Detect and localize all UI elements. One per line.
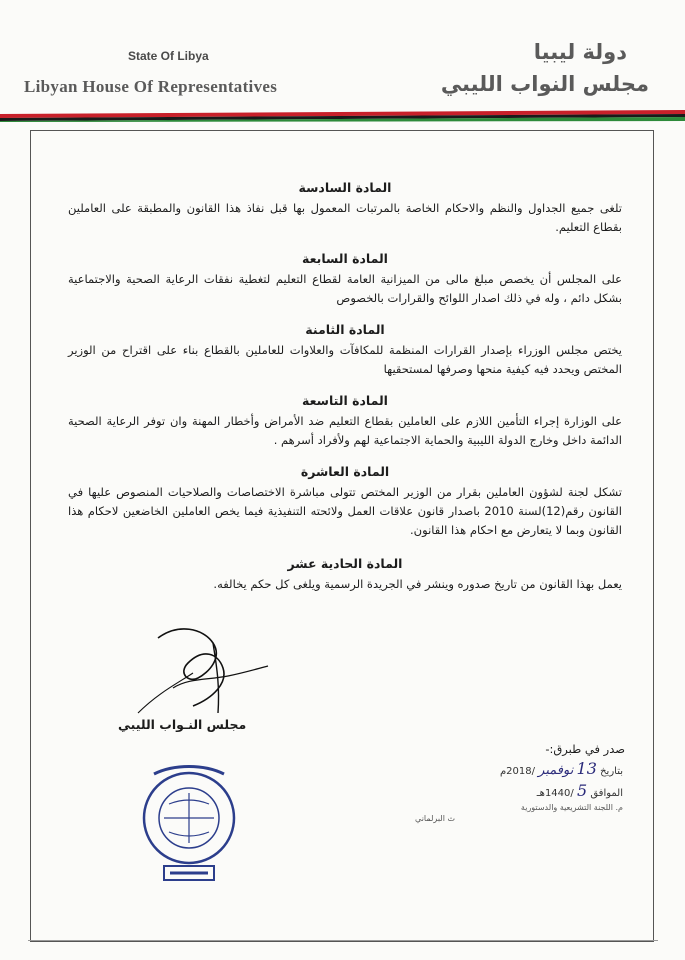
- header-house-ar: مجلس النواب الليبي: [440, 72, 649, 96]
- article-10: [68, 464, 622, 540]
- date-hijri-printed: /1440هـ: [536, 788, 574, 799]
- article-title: المادة السابعة: [302, 251, 388, 266]
- committee-note: م. اللجنة التشريعية والدستورية: [520, 803, 623, 812]
- article-title: المادة العاشرة: [300, 464, 390, 479]
- committee-note-2: ث البرلماني: [415, 814, 455, 823]
- handwritten-signature: [118, 618, 278, 718]
- article-body: تلغى جميع الجداول والنظم والاحكام الخاصة بالمرتبات المعمول بها قبل نفاذ هذا القانون والمطبقة على العاملين بقطاع التعليم.: [68, 201, 622, 234]
- article-body: يعمل بهذا القانون من تاريخ صدوره وينشر في الجريدة الرسمية ويلغى كل حكم يخالفه.: [213, 577, 622, 591]
- article-6: [68, 180, 622, 237]
- header-house-en: Libyan House Of Representatives: [24, 77, 278, 96]
- flag-stripe: [0, 110, 685, 122]
- article-11: [68, 556, 622, 594]
- date-label: بتاريخ: [600, 766, 623, 777]
- date-hijri-row: [537, 781, 623, 800]
- date-year-printed: /2018م: [499, 766, 535, 777]
- date-gregorian-row: [500, 759, 623, 778]
- header-state-en: State Of Libya: [128, 49, 209, 63]
- article-title: المادة الثامنة: [305, 322, 385, 337]
- article-body: على الوزارة إجراء التأمين اللازم على العاملين بقطاع التعليم ضد الأمراض وأخطار المهنة وان توفر الرعاية الصحية الدائمة داخل وخارج الدولة الليبية والحماية الاجتماعية لهم ولأفراد أسرهم .: [68, 414, 622, 447]
- article-7: [68, 251, 622, 308]
- article-8: [68, 322, 622, 379]
- date-month-handwritten: نوفمبر: [538, 763, 574, 778]
- article-title: المادة الحادية عشر: [287, 556, 403, 571]
- official-stamp: [124, 756, 254, 891]
- council-signature-label: مجلس النـواب الليبي: [118, 717, 247, 732]
- article-title: المادة السادسة: [298, 180, 392, 195]
- date-hijri-handwritten: 5: [576, 781, 588, 800]
- article-9: [68, 393, 622, 450]
- article-body: على المجلس أن يخصص مبلغ مالى من الميزانية العامة لقطاع التعليم لتغطية نفقات الرعاية الصحية والاجتماعية بشكل دائم ، وله في ذلك اصدار اللوائح والقرارات بالخصوص: [68, 272, 622, 305]
- equiv-label: الموافق: [590, 788, 623, 799]
- article-title: المادة التاسعة: [302, 393, 388, 408]
- article-body: تشكل لجنة لشؤون العاملين بقرار من الوزير المختص تتولى مباشرة الاختصاصات والصلاحيات المنصوص عليها في القانون رقم(12)لسنة 2010 باصدار قانون علاقات العمل ولائحته التنفيذية فيما يخص العاملين الخاضعين لاحكام هذا القانون وبما لا يتعارض مع احكام هذا القانون.: [68, 485, 622, 537]
- article-body: يختص مجلس الوزراء بإصدار القرارات المنظمة للمكافآت والعلاوات للعاملين بالقطاع بناء على اقتراح من الوزير المختص ويحدد فيه كيفية منحها وصرفها لمستحقيها: [68, 343, 622, 376]
- issued-in-label: صدر في طبرق:-: [545, 742, 625, 756]
- date-day-handwritten: 13: [576, 759, 597, 778]
- header-state-ar: دولة ليبيا: [533, 40, 627, 64]
- footer-rule: [28, 940, 658, 941]
